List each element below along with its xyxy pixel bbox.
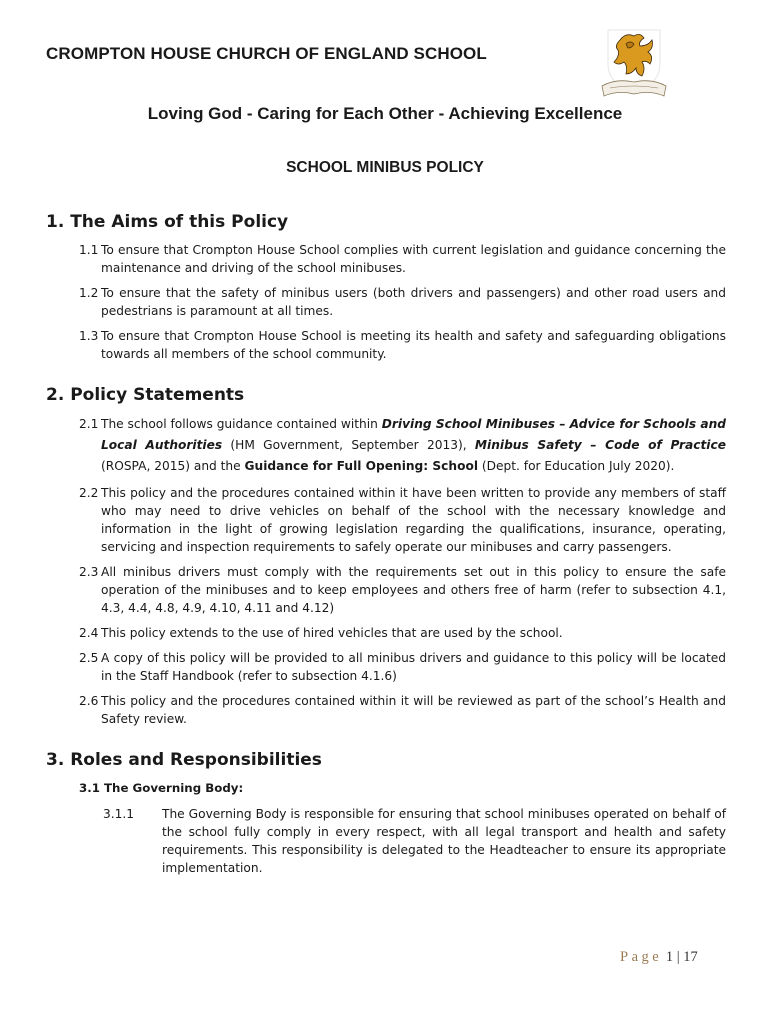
list-item: 2.6 This policy and the procedures contained within it will be reviewed as part of the school’s Health and Safety review. <box>79 694 726 726</box>
subsection-heading: 3.1 The Governing Body: <box>79 781 244 795</box>
guidance-title: Driving School Minibuses – Advice for Schools and Local Authorities <box>101 417 726 452</box>
section-aims <box>46 210 726 363</box>
list-item: 1.1 To ensure that Crompton House School complies with current legislation and guidance concerning the maintenance and driving of the school minibuses. <box>79 243 726 275</box>
section-policy-statements <box>46 383 726 728</box>
list-item: 2.1 The school follows guidance contained within Driving School Minibuses – Advice for Schools and Local Authorities (HM Government, September 2013), Minibus Safety – Code of Practice (ROSPA, 2015) and the Guidance for Full Opening: School (Dept. for Education July 2020). <box>79 417 726 473</box>
school-crest-logo <box>596 24 672 102</box>
document-body <box>46 210 726 897</box>
list-item: 1.2 To ensure that the safety of minibus users (both drivers and passengers) and other road users and pedestrians is paramount at all times. <box>79 286 726 318</box>
school-name: CROMPTON HOUSE CHURCH OF ENGLAND SCHOOL <box>46 44 487 63</box>
page-number: Page 1 | 17 <box>620 949 698 965</box>
school-motto: Loving God - Caring for Each Other - Achieving Excellence <box>147 104 623 123</box>
guidance-title: Guidance for Full Opening: School <box>244 459 478 473</box>
list-item: 2.3 All minibus drivers must comply with the requirements set out in this policy to ensure the safe operation of the minibuses and to keep employees and others free of harm (refer to subsection 4.1, 4.3, 4.4, 4.8, 4.9, 4.10, 4.11 and 4.12) <box>79 565 726 615</box>
list-item: 1.3 To ensure that Crompton House School is meeting its health and safety and safeguarding obligations towards all members of the school community. <box>79 329 726 361</box>
list-item: 2.5 A copy of this policy will be provided to all minibus drivers and guidance to this policy will be located in the Staff Handbook (refer to subsection 4.1.6) <box>79 651 726 683</box>
guidance-title: Minibus Safety – Code of Practice <box>474 438 726 452</box>
section-heading: 3. Roles and Responsibilities <box>46 750 322 770</box>
list-item: 3.1.1 The Governing Body is responsible for ensuring that school minibuses operated on behalf of the school fully comply in every respect, with all legal transport and health and safety requirements. This responsibility is delegated to the Headteacher to ensure its appropriate implementation. <box>103 807 726 875</box>
list-item: 2.2 This policy and the procedures contained within it have been written to provide any members of staff who may need to drive vehicles on behalf of the school with the necessary knowledge and information in the light of growing legislation regarding the qualifications, insurance, operating, servicing and inspection requirements to safely operate our minibuses and carry passengers. <box>79 486 726 554</box>
section-roles <box>46 748 726 877</box>
document-title: SCHOOL MINIBUS POLICY <box>286 159 484 176</box>
section-heading: 1. The Aims of this Policy <box>46 212 289 232</box>
list-item: 2.4 This policy extends to the use of hired vehicles that are used by the school. <box>79 626 563 640</box>
section-heading: 2. Policy Statements <box>46 385 245 405</box>
